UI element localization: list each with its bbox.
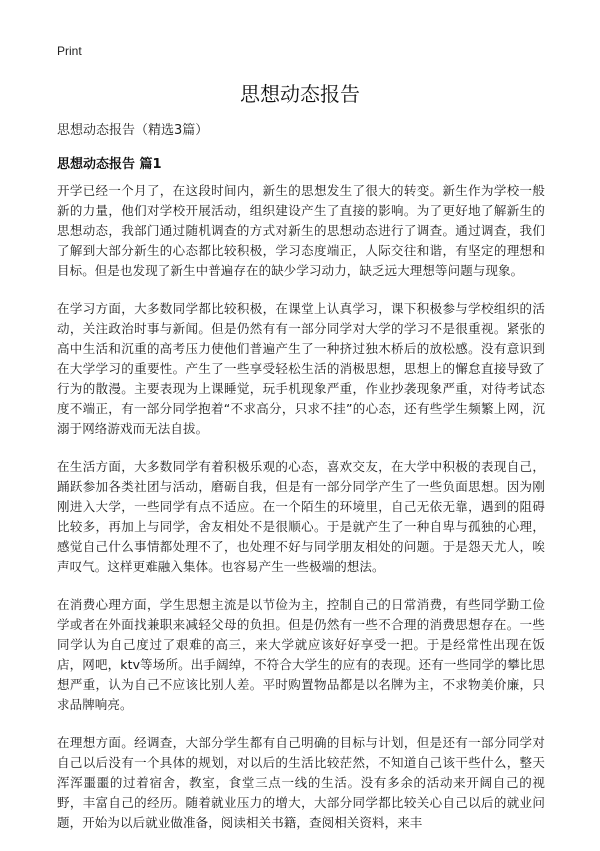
print-link[interactable]: Print [57,44,82,58]
paragraph-consumption: 在消费心理方面，学生思想主流是以节俭为主，控制自己的日常消费，有些同学勤工俭学或者在外面找兼职来减轻父母的负担。但是仍然有一些不合理的消费思想存在。一些同学认为自己度过了艰难的高三，来大学就应该好好享受一把。于是经常性出现在饭店，网吧，ktv等场所。出手阔绰，不符合大学生的应有的表现。还有一些同学的攀比思想严重，认为自己不应该比别人差。平时购置物品都是以名牌为主，不求物美价廉，只求品牌响亮。 [57,597,545,712]
article-body [57,181,545,851]
paragraph-ideals: 在理想方面。经调查，大部分学生都有自己明确的目标与计划，但是还有一部分同学对自己以后没有一个具体的规划，对以后的生活比较茫然，不知道自己该干些什么，整天浑浑噩噩的过着宿舍，教室，食堂三点一线的生活。没有多余的活动来开阔自己的视野，丰富自己的经历。随着就业压力的增大，大部分同学都比较关心自己以后的就业问题，开始为以后就业做准备，阅读相关书籍，查阅相关资料，来丰 [57,735,545,830]
paragraph-life: 在生活方面，大多数同学有着积极乐观的心态，喜欢交友，在大学中积极的表现自己，踊跃参加各类社团与活动，磨砺自我，但是有一部分同学产生了一些负面思想。因为刚刚进入大学，一些同学有点不适应。在一个陌生的环境里，自己无依无靠，遇到的阻碍比较多，再加上与同学，舍友相处不是很顺心。于是就产生了一种自卑与孤独的心理，感觉自己什么事情都处理不了，也处理不好与同学朋友相处的问题。于是怨天尤人，唉声叹气。这样更难融入集体。也容易产生一些极端的想法。 [57,459,545,574]
paragraph-intro: 开学已经一个月了，在这段时间内，新生的思想发生了很大的转变。新生作为学校一般新的力量，他们对学校开展活动，组织建设产生了直接的影响。为了更好地了解新生的思想动态，我部门通过随机调查的方式对新生的思想动态进行了调查。通过调查，我们了解到大部分新生的心态都比较积极，学习态度端正，人际交往和谐，有坚定的理想和目标。但是也发现了新生中普遍存在的缺少学习动力，缺乏远大理想等问题与现象。 [57,183,545,278]
page-title: 思想动态报告 [240,82,360,106]
document-subtitle: 思想动态报告（精选3篇） [57,123,209,138]
section-heading: 思想动态报告 篇1 [57,157,162,172]
paragraph-study: 在学习方面，大多数同学都比较积极，在课堂上认真学习，课下积极参与学校组织的活动，关注政治时事与新闻。但是仍然有有一部分同学对大学的学习不是很重视。紧张的高中生活和沉重的高考压力使他们普遍产生了一种挤过独木桥后的放松感。没有意识到在大学学习的重要性。产生了一些享受轻松生活的消极思想，思想上的懈怠直接导致了行为的散漫。主要表现为上课睡觉，玩手机现象严重，作业抄袭现象严重，对待考试态度不端正，有一部分同学抱着“不求高分，只求不挂”的心态，还有些学生频繁上网，沉溺于网络游戏而无法自拔。 [57,301,545,436]
